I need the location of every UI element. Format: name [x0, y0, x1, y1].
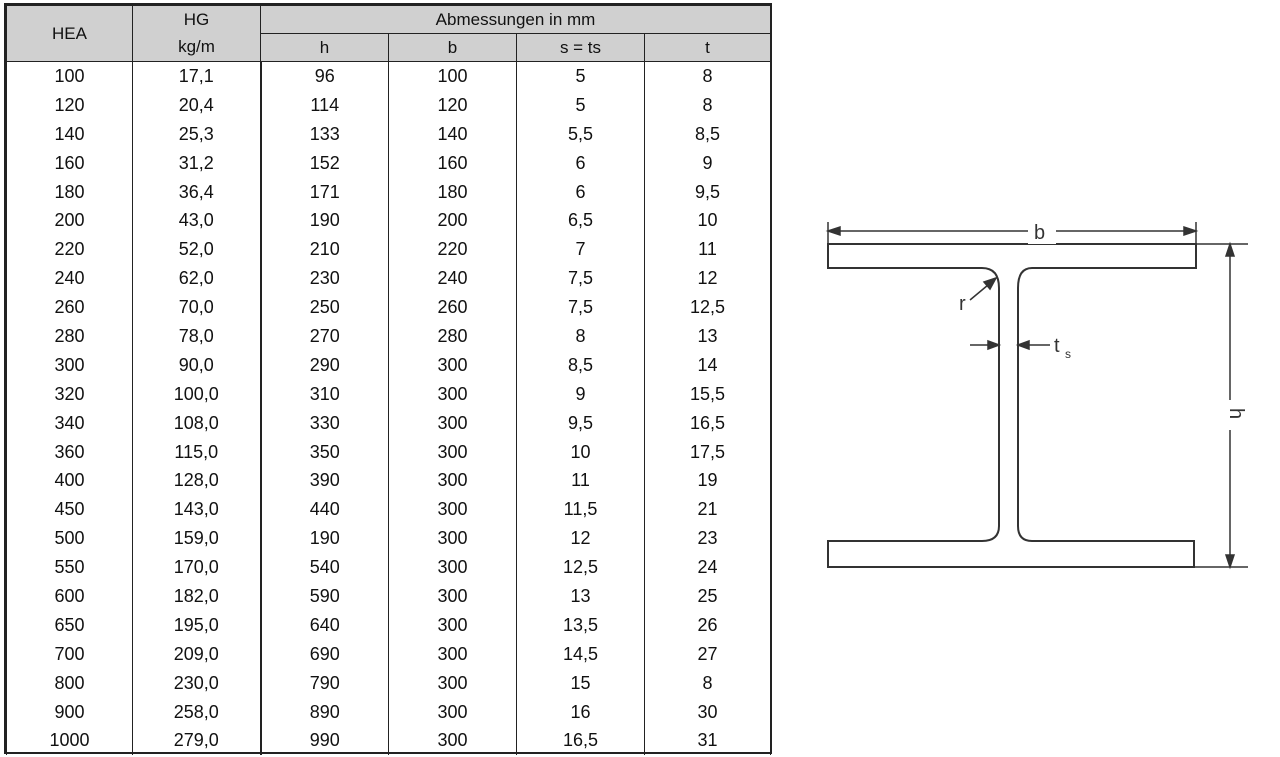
cell-b: 260	[389, 293, 517, 322]
table-row	[7, 351, 771, 380]
cell-hea: 200	[7, 206, 133, 235]
cell-hea: 320	[7, 380, 133, 409]
cell-hg: 258,0	[133, 698, 261, 727]
cell-hg: 36,4	[133, 178, 261, 207]
cell-hg: 159,0	[133, 524, 261, 553]
cell-hg: 195,0	[133, 611, 261, 640]
cell-hg: 78,0	[133, 322, 261, 351]
cell-hea: 1000	[7, 726, 133, 755]
cell-h: 210	[261, 235, 389, 264]
cell-hea: 400	[7, 466, 133, 495]
cell-s: 11,5	[517, 495, 645, 524]
cell-s: 5	[517, 62, 645, 91]
table-row	[7, 524, 771, 553]
cell-hg: 31,2	[133, 149, 261, 178]
cell-hea: 160	[7, 149, 133, 178]
cell-hea: 260	[7, 293, 133, 322]
cell-hg: 143,0	[133, 495, 261, 524]
cell-t: 31	[645, 726, 771, 755]
cell-hea: 600	[7, 582, 133, 611]
cell-s: 10	[517, 438, 645, 467]
cell-s: 16,5	[517, 726, 645, 755]
cell-b: 140	[389, 120, 517, 149]
cell-b: 240	[389, 264, 517, 293]
label-b: b	[1034, 222, 1046, 244]
cell-hg: 170,0	[133, 553, 261, 582]
cell-hg: 90,0	[133, 351, 261, 380]
label-r: r	[959, 293, 966, 315]
cell-t: 16,5	[645, 409, 771, 438]
cell-s: 12,5	[517, 553, 645, 582]
cell-t: 24	[645, 553, 771, 582]
cell-s: 6	[517, 149, 645, 178]
cell-h: 640	[261, 611, 389, 640]
cell-t: 15,5	[645, 380, 771, 409]
cell-hea: 650	[7, 611, 133, 640]
cell-hg: 108,0	[133, 409, 261, 438]
cell-h: 96	[261, 62, 389, 91]
table-row	[7, 640, 771, 669]
cell-t: 8	[645, 62, 771, 91]
cell-h: 590	[261, 582, 389, 611]
header-hg: HG	[133, 6, 261, 34]
header-hg-unit: kg/m	[133, 34, 261, 62]
header-s: s = ts	[517, 34, 645, 62]
table-row	[7, 669, 771, 698]
cell-h: 890	[261, 698, 389, 727]
header-hea: HEA	[7, 6, 133, 62]
cell-hea: 180	[7, 178, 133, 207]
cell-s: 9	[517, 380, 645, 409]
table-row	[7, 149, 771, 178]
cell-s: 5	[517, 91, 645, 120]
cell-hea: 300	[7, 351, 133, 380]
cell-h: 152	[261, 149, 389, 178]
cell-b: 160	[389, 149, 517, 178]
cell-b: 300	[389, 640, 517, 669]
cell-b: 300	[389, 438, 517, 467]
cell-b: 120	[389, 91, 517, 120]
table-row	[7, 293, 771, 322]
cell-h: 990	[261, 726, 389, 755]
cell-b: 300	[389, 524, 517, 553]
table-row	[7, 553, 771, 582]
table-row	[7, 380, 771, 409]
cell-s: 5,5	[517, 120, 645, 149]
cell-h: 350	[261, 438, 389, 467]
cell-s: 16	[517, 698, 645, 727]
cell-h: 270	[261, 322, 389, 351]
cell-t: 13	[645, 322, 771, 351]
cell-hg: 230,0	[133, 669, 261, 698]
cell-t: 9	[645, 149, 771, 178]
cell-t: 8	[645, 91, 771, 120]
cell-h: 190	[261, 524, 389, 553]
cell-t: 27	[645, 640, 771, 669]
cell-h: 250	[261, 293, 389, 322]
cell-t: 8	[645, 669, 771, 698]
cell-t: 19	[645, 466, 771, 495]
cell-hea: 280	[7, 322, 133, 351]
header-t: t	[645, 34, 771, 62]
table-row	[7, 322, 771, 351]
header-h: h	[261, 34, 389, 62]
cell-h: 390	[261, 466, 389, 495]
cell-s: 7,5	[517, 264, 645, 293]
cell-hea: 500	[7, 524, 133, 553]
cell-hg: 100,0	[133, 380, 261, 409]
cell-hg: 52,0	[133, 235, 261, 264]
cell-t: 8,5	[645, 120, 771, 149]
label-t: t	[1054, 335, 1060, 357]
hea-profile-table	[4, 3, 772, 754]
cell-hea: 240	[7, 264, 133, 293]
cell-hg: 25,3	[133, 120, 261, 149]
arrow-ts-left-icon	[988, 341, 999, 349]
table-row	[7, 91, 771, 120]
cell-hg: 70,0	[133, 293, 261, 322]
cell-hg: 20,4	[133, 91, 261, 120]
cell-h: 310	[261, 380, 389, 409]
cell-hea: 220	[7, 235, 133, 264]
cell-hea: 340	[7, 409, 133, 438]
cell-b: 300	[389, 611, 517, 640]
cell-t: 21	[645, 495, 771, 524]
cell-s: 8	[517, 322, 645, 351]
table-row	[7, 235, 771, 264]
table-row	[7, 611, 771, 640]
cell-h: 290	[261, 351, 389, 380]
cell-h: 440	[261, 495, 389, 524]
cell-hea: 140	[7, 120, 133, 149]
cell-t: 17,5	[645, 438, 771, 467]
arrow-right-icon	[1184, 227, 1196, 235]
table-row	[7, 264, 771, 293]
cell-t: 12,5	[645, 293, 771, 322]
table-row	[7, 206, 771, 235]
cell-h: 540	[261, 553, 389, 582]
cell-hg: 17,1	[133, 62, 261, 91]
cell-hg: 43,0	[133, 206, 261, 235]
table-row	[7, 120, 771, 149]
table-row	[7, 178, 771, 207]
i-beam-diagram	[818, 210, 1258, 580]
cell-t: 25	[645, 582, 771, 611]
arrow-down-icon	[1226, 555, 1234, 567]
cell-hea: 900	[7, 698, 133, 727]
header-dimensions-group: Abmessungen in mm	[261, 6, 771, 34]
i-beam-outline	[828, 244, 1196, 567]
cell-s: 15	[517, 669, 645, 698]
cell-h: 330	[261, 409, 389, 438]
cell-t: 12	[645, 264, 771, 293]
cell-hg: 62,0	[133, 264, 261, 293]
cell-t: 30	[645, 698, 771, 727]
cell-hg: 115,0	[133, 438, 261, 467]
table-row	[7, 409, 771, 438]
table-row	[7, 62, 771, 91]
cell-b: 300	[389, 726, 517, 755]
cell-t: 23	[645, 524, 771, 553]
cell-b: 280	[389, 322, 517, 351]
cell-b: 300	[389, 466, 517, 495]
cell-t: 26	[645, 611, 771, 640]
cell-s: 6	[517, 178, 645, 207]
cell-b: 300	[389, 582, 517, 611]
table-row	[7, 698, 771, 727]
cell-hea: 800	[7, 669, 133, 698]
cell-h: 690	[261, 640, 389, 669]
cell-hea: 120	[7, 91, 133, 120]
table-row	[7, 438, 771, 467]
cell-s: 13	[517, 582, 645, 611]
arrow-up-icon	[1226, 244, 1234, 256]
label-h: h	[1225, 408, 1247, 420]
table-row	[7, 726, 771, 755]
cell-b: 300	[389, 698, 517, 727]
cell-b: 300	[389, 409, 517, 438]
arrow-left-icon	[828, 227, 840, 235]
cell-h: 171	[261, 178, 389, 207]
table-row	[7, 582, 771, 611]
cell-hg: 279,0	[133, 726, 261, 755]
cell-hea: 360	[7, 438, 133, 467]
cell-b: 300	[389, 553, 517, 582]
cell-s: 8,5	[517, 351, 645, 380]
cell-s: 13,5	[517, 611, 645, 640]
cell-hg: 209,0	[133, 640, 261, 669]
cell-hea: 550	[7, 553, 133, 582]
cell-t: 14	[645, 351, 771, 380]
cell-b: 300	[389, 669, 517, 698]
cell-h: 190	[261, 206, 389, 235]
cell-h: 133	[261, 120, 389, 149]
header-b: b	[389, 34, 517, 62]
arrow-ts-right-icon	[1018, 341, 1029, 349]
cell-b: 200	[389, 206, 517, 235]
cell-h: 114	[261, 91, 389, 120]
cell-h: 230	[261, 264, 389, 293]
cell-s: 11	[517, 466, 645, 495]
label-t-subscript: s	[1065, 347, 1071, 361]
cell-hea: 100	[7, 62, 133, 91]
cell-hg: 182,0	[133, 582, 261, 611]
cell-s: 14,5	[517, 640, 645, 669]
cell-t: 9,5	[645, 178, 771, 207]
cell-b: 100	[389, 62, 517, 91]
cell-s: 7	[517, 235, 645, 264]
cell-s: 9,5	[517, 409, 645, 438]
cell-b: 300	[389, 495, 517, 524]
cell-b: 300	[389, 380, 517, 409]
cell-b: 300	[389, 351, 517, 380]
cell-hea: 450	[7, 495, 133, 524]
cell-b: 220	[389, 235, 517, 264]
cell-s: 6,5	[517, 206, 645, 235]
cell-t: 10	[645, 206, 771, 235]
cell-hea: 700	[7, 640, 133, 669]
cell-t: 11	[645, 235, 771, 264]
cell-s: 12	[517, 524, 645, 553]
table-row	[7, 466, 771, 495]
cell-h: 790	[261, 669, 389, 698]
cell-s: 7,5	[517, 293, 645, 322]
cell-b: 180	[389, 178, 517, 207]
table-row	[7, 495, 771, 524]
cell-hg: 128,0	[133, 466, 261, 495]
